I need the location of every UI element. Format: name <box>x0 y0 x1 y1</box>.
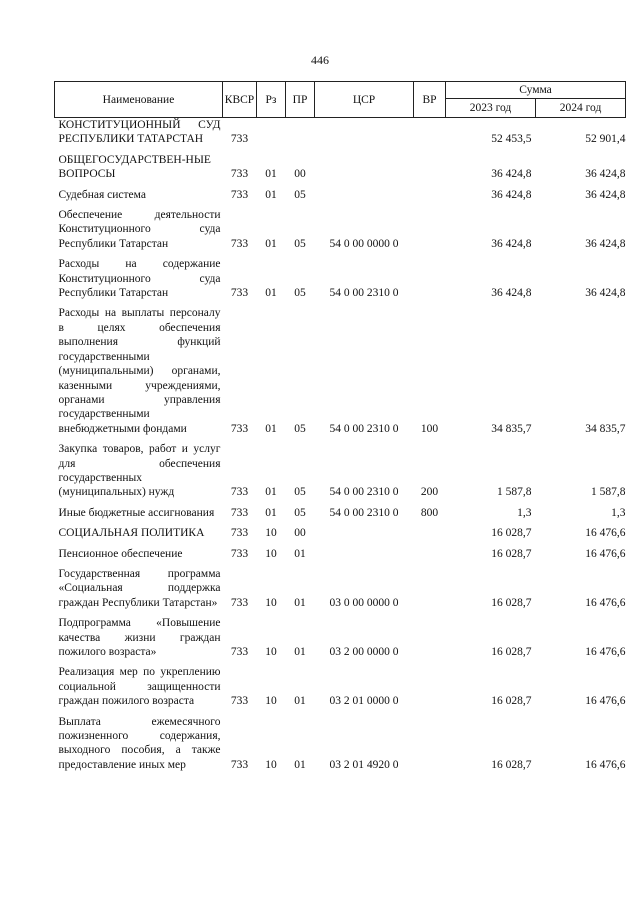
table-row <box>55 520 626 540</box>
row-rz: 01 <box>265 422 277 435</box>
row-vr <box>414 659 446 708</box>
row-csr: 54 0 00 2310 0 <box>329 287 399 300</box>
row-csr <box>315 520 414 540</box>
table-row <box>55 659 626 708</box>
row-sum-2024: 36 424,8 <box>585 188 626 201</box>
row-name: КОНСТИТУЦИОННЫЙ СУД РЕСПУБЛИКИ ТАТАРСТАН <box>58 119 221 146</box>
row-pr: 01 <box>294 596 306 609</box>
header-sum: Сумма <box>446 82 626 99</box>
row-rz: 01 <box>265 486 277 499</box>
header-year-2024: 2024 год <box>536 99 626 118</box>
row-csr <box>315 182 414 202</box>
row-name: Судебная система <box>58 188 146 201</box>
row-name: Подпрограмма «Повышение качества жизни граждан пожилого возраста» <box>58 617 221 658</box>
header-vr: ВР <box>414 82 446 118</box>
row-sum-2023: 16 028,7 <box>491 547 532 560</box>
page-number: 446 <box>311 53 329 67</box>
row-sum-2023: 16 028,7 <box>491 596 532 609</box>
row-name: Выплата ежемесячного пожизненного содержания, выходного пособия, а также предоставление иных мер <box>58 715 221 771</box>
row-sum-2023: 36 424,8 <box>491 237 532 250</box>
row-rz: 10 <box>265 695 277 708</box>
table-row <box>55 300 626 436</box>
header-year-2023: 2023 год <box>446 99 536 118</box>
row-csr: 03 2 01 0000 0 <box>329 695 399 708</box>
row-sum-2024: 52 901,4 <box>585 133 626 146</box>
row-sum-2023: 16 028,7 <box>491 646 532 658</box>
row-pr: 05 <box>294 287 306 300</box>
table-row <box>55 610 626 659</box>
row-sum-2023: 34 835,7 <box>491 422 532 435</box>
table-row <box>55 182 626 202</box>
row-name: Пенсионное обеспечение <box>58 547 183 560</box>
header-name: Наименование <box>55 82 223 118</box>
budget-table <box>54 81 625 772</box>
row-pr: 05 <box>294 506 306 519</box>
row-kvsr: 733 <box>230 188 249 201</box>
table-row <box>55 147 626 182</box>
row-csr: 54 0 00 0000 0 <box>329 237 399 250</box>
row-sum-2024: 1,3 <box>611 506 626 519</box>
row-csr: 03 2 01 4920 0 <box>329 758 399 771</box>
row-kvsr: 733 <box>230 506 249 519</box>
row-sum-2023: 52 453,5 <box>491 133 532 146</box>
row-pr: 00 <box>294 168 306 181</box>
row-csr: 54 0 00 2310 0 <box>329 506 399 519</box>
table-row <box>55 436 626 500</box>
row-name: Иные бюджетные ассигнования <box>58 506 215 519</box>
row-rz: 01 <box>265 506 277 519</box>
table-row <box>55 709 626 773</box>
row-kvsr: 733 <box>230 547 249 560</box>
row-csr: 03 0 00 0000 0 <box>329 596 399 609</box>
row-sum-2023: 1 587,8 <box>497 486 532 499</box>
table-header <box>55 82 626 118</box>
row-sum-2023: 16 028,7 <box>491 758 532 771</box>
header-kvsr: КВСР <box>223 82 257 118</box>
row-rz: 10 <box>265 527 277 540</box>
row-name: Обеспечение деятельности Конституционного суда Республики Татарстан <box>58 209 221 250</box>
row-csr: 54 0 00 2310 0 <box>329 422 399 435</box>
row-sum-2024: 36 424,8 <box>585 168 626 181</box>
row-pr: 05 <box>294 486 306 499</box>
row-kvsr: 733 <box>230 133 249 146</box>
row-name: Реализация мер по укреплению социальной защищенности граждан пожилого возраста <box>58 666 221 708</box>
row-vr <box>414 251 446 300</box>
row-vr <box>414 541 446 561</box>
row-pr <box>286 118 315 147</box>
row-pr: 05 <box>294 188 306 201</box>
row-kvsr: 733 <box>230 596 249 609</box>
row-sum-2024: 36 424,8 <box>585 237 626 250</box>
row-vr <box>414 182 446 202</box>
row-kvsr: 733 <box>230 287 249 300</box>
table-row <box>55 251 626 300</box>
row-sum-2024: 34 835,7 <box>585 422 626 435</box>
row-sum-2024: 36 424,8 <box>585 287 626 300</box>
row-kvsr: 733 <box>230 646 249 658</box>
row-sum-2023: 16 028,7 <box>491 695 532 708</box>
row-csr: 54 0 00 2310 0 <box>329 486 399 499</box>
row-name: ОБЩЕГОСУДАРСТВЕН-НЫЕ ВОПРОСЫ <box>58 153 211 181</box>
row-sum-2024: 16 476,6 <box>585 596 626 609</box>
header-pr: ПР <box>286 82 315 118</box>
row-rz: 01 <box>265 188 277 201</box>
row-csr: 03 2 00 0000 0 <box>329 646 399 658</box>
row-vr: 800 <box>420 506 439 519</box>
row-name: Расходы на выплаты персоналу в целях обеспечения выполнения функций государственными (муниципальными) органами, казенными учреждениями, органами управления государственными внебюджетными фондами <box>58 307 221 435</box>
row-vr <box>414 561 446 610</box>
row-vr: 100 <box>420 422 439 435</box>
row-sum-2023: 36 424,8 <box>491 287 532 300</box>
row-sum-2024: 16 476,6 <box>585 695 626 708</box>
header-rz: Рз <box>257 82 286 118</box>
row-pr: 05 <box>294 422 306 435</box>
row-pr: 00 <box>294 527 306 540</box>
row-rz: 01 <box>265 287 277 300</box>
row-pr: 05 <box>294 237 306 250</box>
row-kvsr: 733 <box>230 486 249 499</box>
row-pr: 01 <box>294 758 306 771</box>
row-vr <box>414 202 446 251</box>
row-sum-2023: 36 424,8 <box>491 168 532 181</box>
row-rz: 01 <box>265 237 277 250</box>
row-csr <box>315 541 414 561</box>
row-csr <box>315 118 414 147</box>
row-rz: 01 <box>265 168 277 181</box>
row-name: СОЦИАЛЬНАЯ ПОЛИТИКА <box>58 527 205 540</box>
row-vr <box>414 147 446 182</box>
row-sum-2024: 16 476,6 <box>585 527 626 540</box>
row-rz: 10 <box>265 547 277 560</box>
row-sum-2023: 16 028,7 <box>491 527 532 540</box>
row-pr: 01 <box>294 695 306 708</box>
row-sum-2023: 1,3 <box>517 506 532 519</box>
row-vr: 200 <box>420 486 439 499</box>
table-body <box>55 118 626 773</box>
row-vr <box>414 610 446 659</box>
row-pr: 01 <box>294 646 306 658</box>
row-kvsr: 733 <box>230 527 249 540</box>
row-name: Закупка товаров, работ и услуг для обеспечения государственных (муниципальных) нужд <box>58 443 221 499</box>
row-sum-2024: 16 476,6 <box>585 646 626 658</box>
row-vr <box>414 520 446 540</box>
row-rz: 10 <box>265 758 277 771</box>
row-kvsr: 733 <box>230 237 249 250</box>
header-csr: ЦСР <box>315 82 414 118</box>
row-csr <box>315 147 414 182</box>
row-rz: 10 <box>265 646 277 658</box>
table-row <box>55 500 626 520</box>
table-row <box>55 202 626 251</box>
row-sum-2024: 16 476,6 <box>585 547 626 560</box>
row-vr <box>414 709 446 773</box>
table-row <box>55 561 626 610</box>
row-rz <box>257 118 286 147</box>
row-name: Государственная программа «Социальная поддержка граждан Республики Татарстан» <box>58 567 221 609</box>
row-vr <box>414 118 446 147</box>
row-name: Расходы на содержание Конституционного суда Республики Татарстан <box>58 258 221 300</box>
row-kvsr: 733 <box>230 758 249 771</box>
row-rz: 10 <box>265 596 277 609</box>
row-sum-2024: 1 587,8 <box>591 486 626 499</box>
row-kvsr: 733 <box>230 168 249 181</box>
table-row <box>55 541 626 561</box>
row-pr: 01 <box>294 547 306 560</box>
row-kvsr: 733 <box>230 695 249 708</box>
row-sum-2023: 36 424,8 <box>491 188 532 201</box>
row-kvsr: 733 <box>230 422 249 435</box>
table-row <box>55 118 626 147</box>
row-sum-2024: 16 476,6 <box>585 758 626 771</box>
